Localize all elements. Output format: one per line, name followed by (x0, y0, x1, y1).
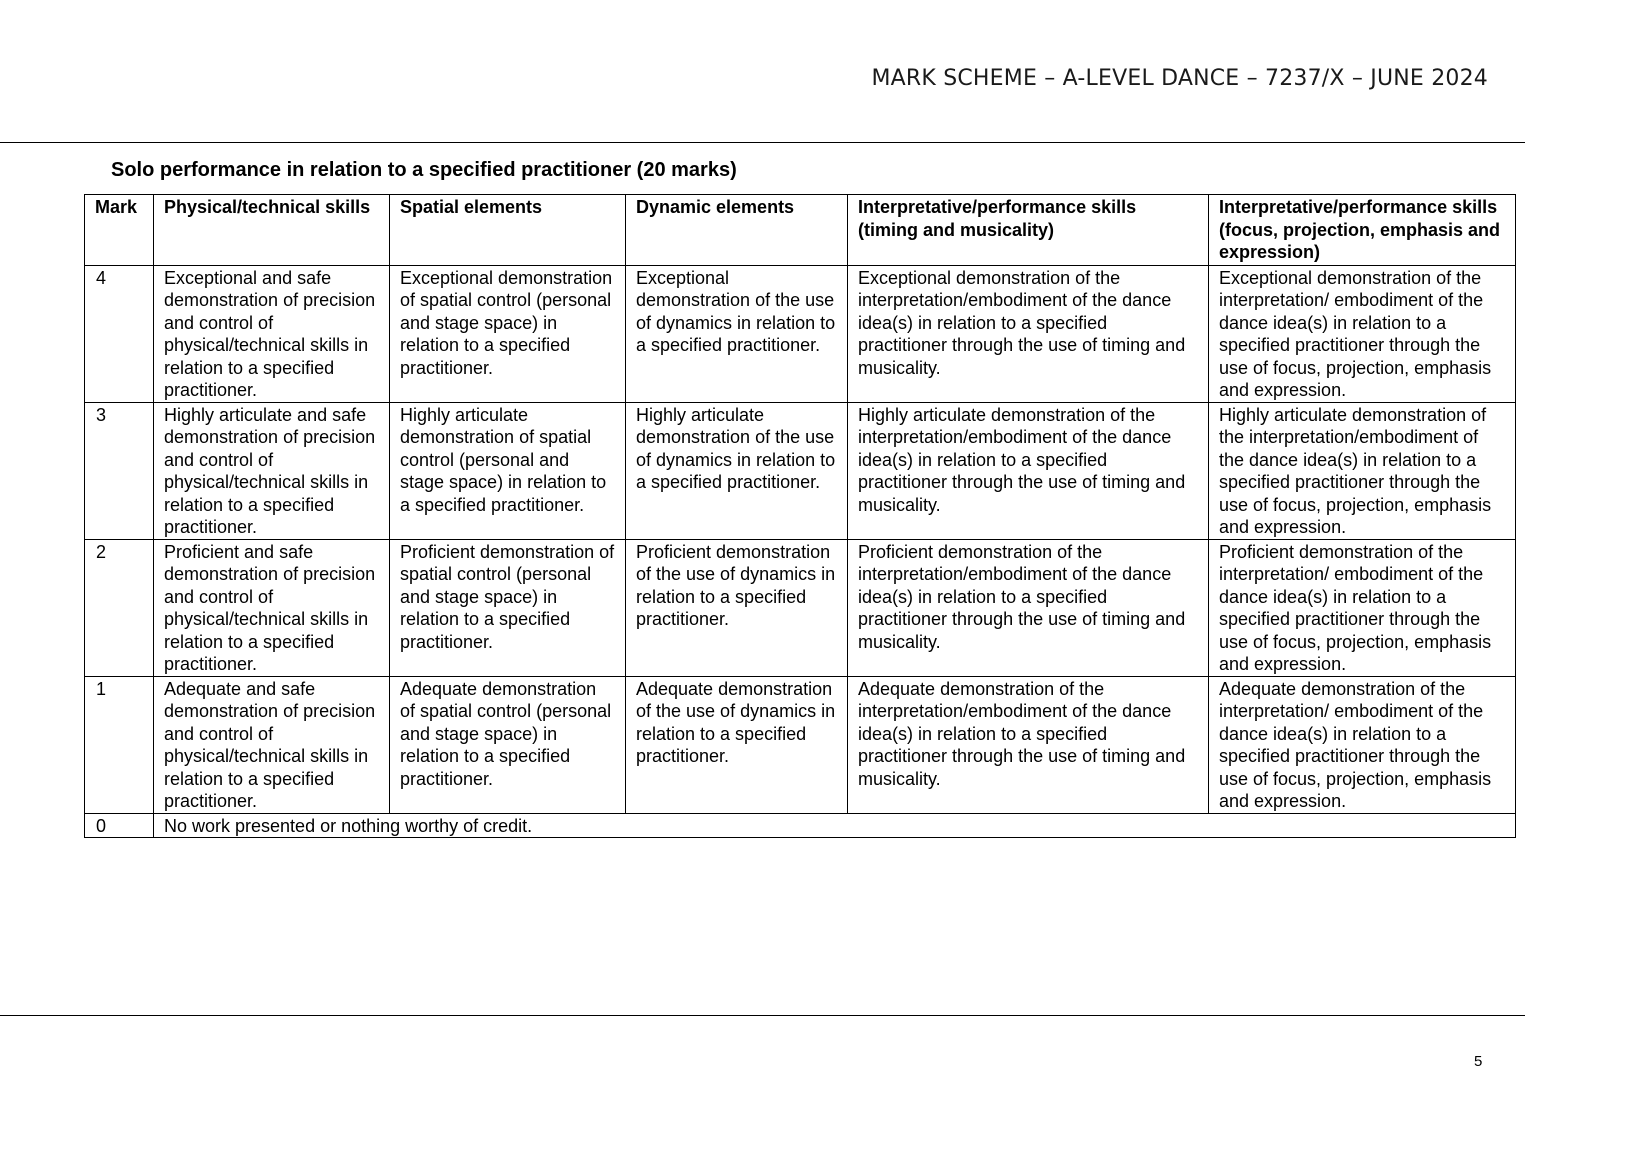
zero-mark-descriptor: No work presented or nothing worthy of credit. (154, 813, 1516, 838)
timing-descriptor: Proficient demonstration of the interpretation/embodiment of the dance idea(s) in relation to a specified practitioner through the use of timing and musicality. (848, 539, 1209, 676)
footer-divider (0, 1015, 1525, 1016)
dynamic-descriptor: Highly articulate demonstration of the use of dynamics in relation to a specified practitioner. (626, 402, 848, 539)
column-header-mark: Mark (85, 195, 154, 266)
mark-value: 2 (85, 539, 154, 676)
focus-descriptor: Exceptional demonstration of the interpretation/ embodiment of the dance idea(s) in relation to a specified practitioner through the use of focus, projection, emphasis and expression. (1209, 265, 1516, 402)
spatial-descriptor: Adequate demonstration of spatial control (personal and stage space) in relation to a specified practitioner. (390, 676, 626, 813)
column-header-focus: Interpretative/performance skills (focus, projection, emphasis and expression) (1209, 195, 1516, 266)
physical-descriptor: Highly articulate and safe demonstration of precision and control of physical/technical skills in relation to a specified practitioner. (154, 402, 390, 539)
mark-value: 1 (85, 676, 154, 813)
page-number: 5 (1474, 1053, 1483, 1070)
timing-descriptor: Highly articulate demonstration of the interpretation/embodiment of the dance idea(s) in relation to a specified practitioner through the use of timing and musicality. (848, 402, 1209, 539)
column-header-timing: Interpretative/performance skills (timing and musicality) (848, 195, 1209, 266)
mark-scheme-table (84, 194, 1516, 838)
mark-value: 4 (85, 265, 154, 402)
table-header-row (85, 195, 1516, 266)
table-row (85, 539, 1516, 676)
focus-descriptor: Adequate demonstration of the interpretation/ embodiment of the dance idea(s) in relation to a specified practitioner through the use of focus, projection, emphasis and expression. (1209, 676, 1516, 813)
spatial-descriptor: Highly articulate demonstration of spatial control (personal and stage space) in relation to a specified practitioner. (390, 402, 626, 539)
mark-value: 0 (85, 813, 154, 838)
physical-descriptor: Adequate and safe demonstration of precision and control of physical/technical skills in relation to a specified practitioner. (154, 676, 390, 813)
mark-value: 3 (85, 402, 154, 539)
dynamic-descriptor: Adequate demonstration of the use of dynamics in relation to a specified practitioner. (626, 676, 848, 813)
spatial-descriptor: Exceptional demonstration of spatial control (personal and stage space) in relation to a specified practitioner. (390, 265, 626, 402)
physical-descriptor: Proficient and safe demonstration of precision and control of physical/technical skills in relation to a specified practitioner. (154, 539, 390, 676)
focus-descriptor: Proficient demonstration of the interpretation/ embodiment of the dance idea(s) in relation to a specified practitioner through the use of focus, projection, emphasis and expression. (1209, 539, 1516, 676)
focus-descriptor: Highly articulate demonstration of the interpretation/embodiment of the dance idea(s) in relation to a specified practitioner through the use of focus, projection, emphasis and expression. (1209, 402, 1516, 539)
header-divider (0, 142, 1525, 143)
table-row (85, 676, 1516, 813)
section-title: Solo performance in relation to a specified practitioner (20 marks) (111, 159, 737, 181)
table-row-zero (85, 813, 1516, 838)
table-row (85, 265, 1516, 402)
physical-descriptor: Exceptional and safe demonstration of precision and control of physical/technical skills in relation to a specified practitioner. (154, 265, 390, 402)
timing-descriptor: Adequate demonstration of the interpretation/embodiment of the dance idea(s) in relation to a specified practitioner through the use of timing and musicality. (848, 676, 1209, 813)
table-row (85, 402, 1516, 539)
timing-descriptor: Exceptional demonstration of the interpretation/embodiment of the dance idea(s) in relation to a specified practitioner through the use of timing and musicality. (848, 265, 1209, 402)
spatial-descriptor: Proficient demonstration of spatial control (personal and stage space) in relation to a specified practitioner. (390, 539, 626, 676)
document-header-title: MARK SCHEME – A-LEVEL DANCE – 7237/X – JUNE 2024 (871, 66, 1488, 91)
dynamic-descriptor: Proficient demonstration of the use of dynamics in relation to a specified practitioner. (626, 539, 848, 676)
column-header-spatial: Spatial elements (390, 195, 626, 266)
dynamic-descriptor: Exceptional demonstration of the use of dynamics in relation to a specified practitioner. (626, 265, 848, 402)
column-header-physical: Physical/technical skills (154, 195, 390, 266)
column-header-dynamic: Dynamic elements (626, 195, 848, 266)
